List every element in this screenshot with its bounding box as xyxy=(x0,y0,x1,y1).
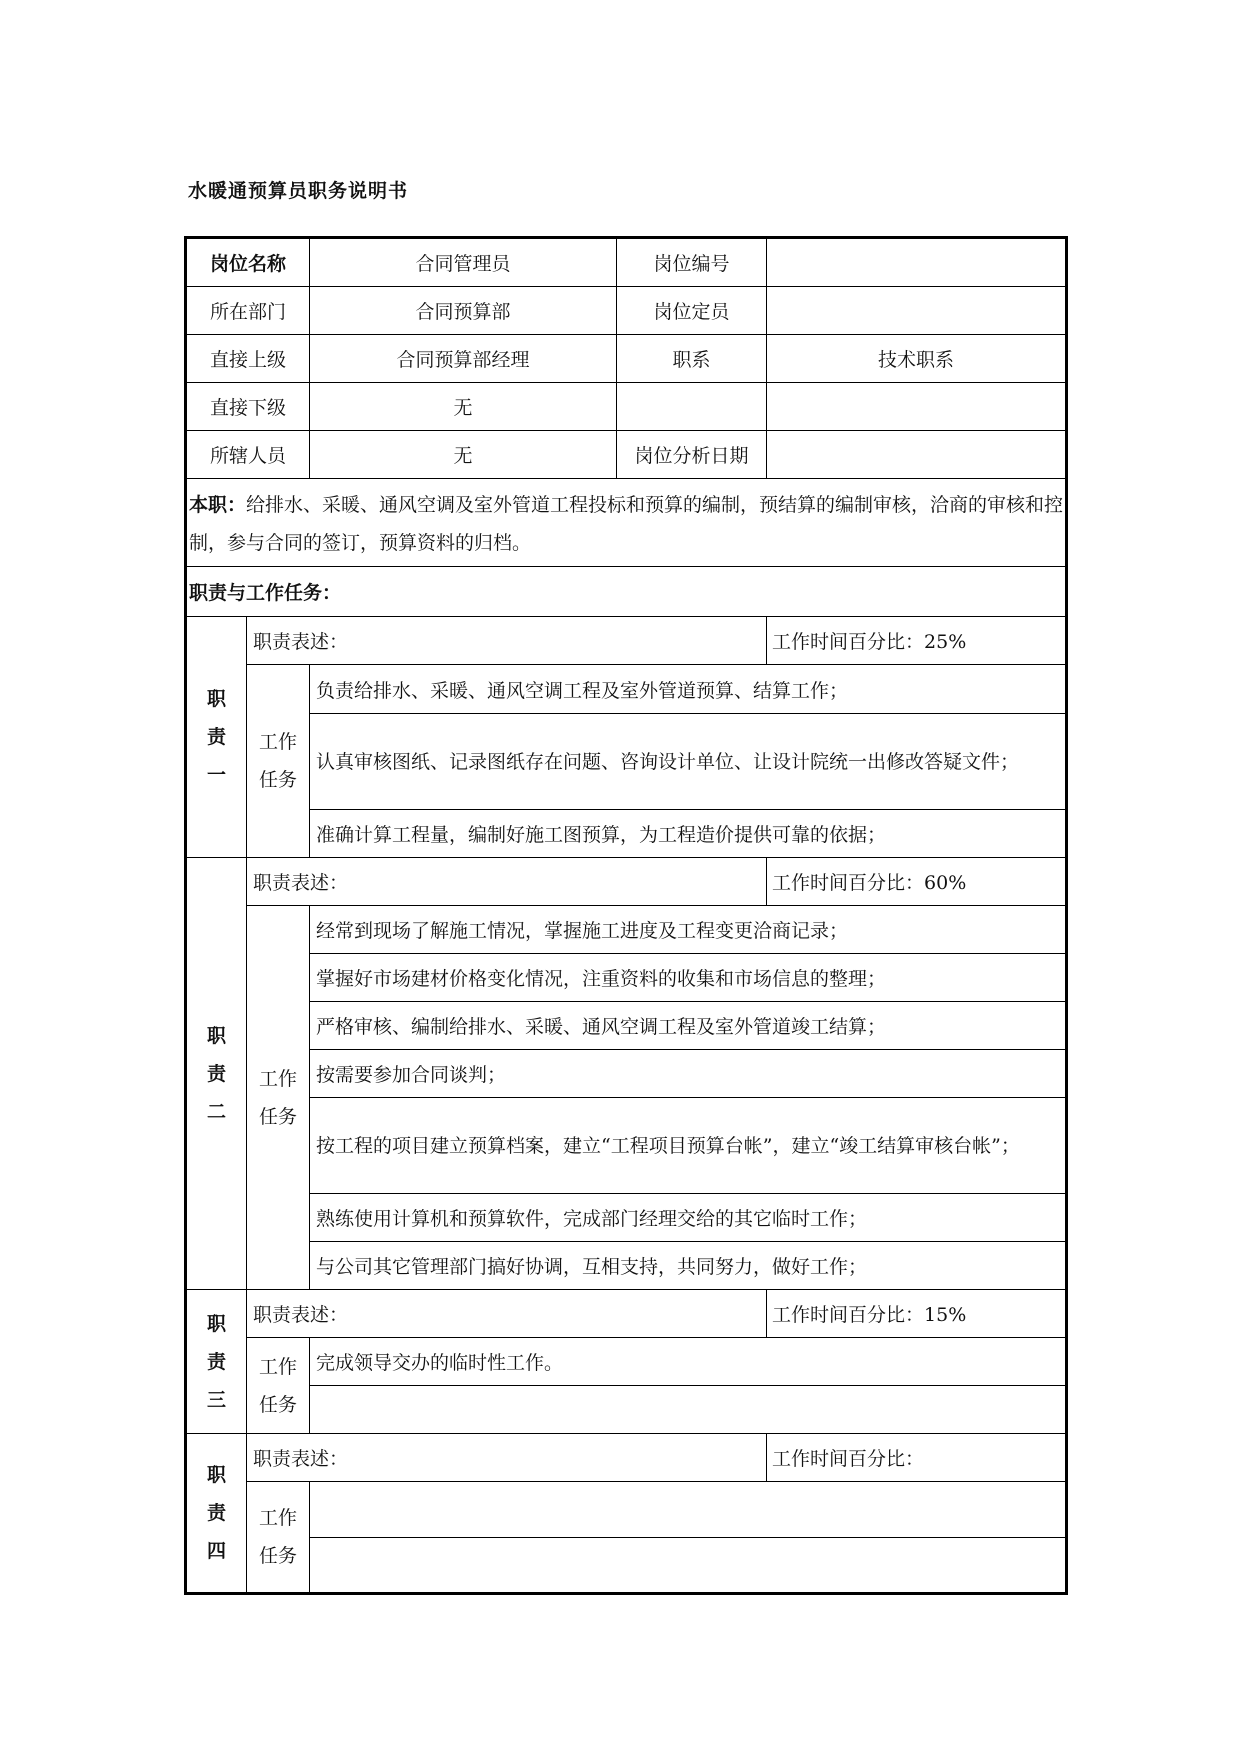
task-item: 经常到现场了解施工情况，掌握施工进度及工程变更洽商记录； xyxy=(310,906,1067,954)
duty-1-desc-label: 职责表述： xyxy=(247,617,767,665)
task-label-text: 工作任务 xyxy=(259,1507,298,1567)
info-row xyxy=(186,335,1067,383)
task-item xyxy=(310,1538,1067,1594)
task-item: 严格审核、编制给排水、采暖、通风空调工程及室外管道竣工结算； xyxy=(310,1002,1067,1050)
task-item: 按需要参加合同谈判； xyxy=(310,1050,1067,1098)
duty-3-desc-label: 职责表述： xyxy=(247,1290,767,1338)
duty-1-name-text: 职责一 xyxy=(206,688,226,786)
info-row xyxy=(186,431,1067,479)
pct-label: 工作时间百分比： xyxy=(772,872,925,894)
position-code-label: 岗位编号 xyxy=(617,238,767,287)
duty-1-task-label xyxy=(247,665,310,858)
subordinate-label: 直接下级 xyxy=(186,383,310,431)
task-row xyxy=(186,1194,1067,1242)
task-row xyxy=(186,906,1067,954)
task-row xyxy=(186,1242,1067,1290)
empty-cell xyxy=(767,383,1067,431)
pct-label: 工作时间百分比： xyxy=(772,631,925,653)
job-description-table xyxy=(184,236,1068,1595)
duty-summary-row xyxy=(186,479,1067,567)
analysis-date-label: 岗位分析日期 xyxy=(617,431,767,479)
duty-summary-text: 给排水、采暖、通风空调及室外管道工程投标和预算的编制，预结算的编制审核，洽商的审核和控制，参与合同的签订，预算资料的归档。 xyxy=(189,493,1064,554)
duty-3-pct xyxy=(767,1290,1067,1338)
task-row xyxy=(186,954,1067,1002)
task-row xyxy=(186,810,1067,858)
duties-heading-row xyxy=(186,567,1067,617)
position-code-value xyxy=(767,238,1067,287)
superior-value: 合同预算部经理 xyxy=(310,335,617,383)
duty-2-desc-label: 职责表述： xyxy=(247,858,767,906)
duty-3-name-text: 职责三 xyxy=(206,1312,226,1411)
duty-summary xyxy=(186,479,1067,567)
staff-value: 无 xyxy=(310,431,617,479)
duty-2-pct-value: 60% xyxy=(924,872,967,894)
task-item: 熟练使用计算机和预算软件，完成部门经理交给的其它临时工作； xyxy=(310,1194,1067,1242)
task-item: 按工程的项目建立预算档案，建立“工程项目预算台帐”，建立“竣工结算审核台帐”； xyxy=(310,1098,1067,1194)
empty-cell xyxy=(617,383,767,431)
subordinate-value: 无 xyxy=(310,383,617,431)
task-row xyxy=(186,1002,1067,1050)
task-item: 掌握好市场建材价格变化情况，注重资料的收集和市场信息的整理； xyxy=(310,954,1067,1002)
superior-label: 直接上级 xyxy=(186,335,310,383)
series-label: 职系 xyxy=(617,335,767,383)
task-item xyxy=(310,1482,1067,1538)
task-row xyxy=(186,1338,1067,1386)
staff-label: 所辖人员 xyxy=(186,431,310,479)
duty-4-name-text: 职责四 xyxy=(206,1464,226,1562)
task-item: 准确计算工程量，编制好施工图预算，为工程造价提供可靠的依据； xyxy=(310,810,1067,858)
task-row xyxy=(186,1386,1067,1434)
duty-3-pct-value: 15% xyxy=(924,1304,967,1326)
task-item: 与公司其它管理部门搞好协调，互相支持，共同努力，做好工作； xyxy=(310,1242,1067,1290)
duty-2-pct xyxy=(767,858,1067,906)
task-row xyxy=(186,714,1067,810)
duty-summary-label: 本职： xyxy=(189,493,247,516)
department-label: 所在部门 xyxy=(186,287,310,335)
department-value: 合同预算部 xyxy=(310,287,617,335)
headcount-value xyxy=(767,287,1067,335)
duty-4-task-label xyxy=(247,1482,310,1594)
position-name-label: 岗位名称 xyxy=(186,238,310,287)
task-row xyxy=(186,665,1067,714)
task-row xyxy=(186,1098,1067,1194)
info-row xyxy=(186,238,1067,287)
document-title: 水暖通预算员职务说明书 xyxy=(188,180,409,202)
duty-1-desc-row xyxy=(186,617,1067,665)
duties-heading: 职责与工作任务： xyxy=(186,567,1067,617)
duty-1-name xyxy=(186,617,247,858)
headcount-label: 岗位定员 xyxy=(617,287,767,335)
series-value: 技术职系 xyxy=(767,335,1067,383)
task-item xyxy=(310,1386,1067,1434)
task-item: 完成领导交办的临时性工作。 xyxy=(310,1338,1067,1386)
task-item: 负责给排水、采暖、通风空调工程及室外管道预算、结算工作； xyxy=(310,665,1067,714)
duty-1-pct-value: 25% xyxy=(924,631,967,653)
task-label-text: 工作任务 xyxy=(259,731,298,791)
task-row xyxy=(186,1538,1067,1594)
duty-3-task-label xyxy=(247,1338,310,1434)
task-label-text: 工作任务 xyxy=(259,1355,298,1416)
duty-1-pct xyxy=(767,617,1067,665)
position-name-value: 合同管理员 xyxy=(310,238,617,287)
info-row xyxy=(186,383,1067,431)
task-row xyxy=(186,1050,1067,1098)
duty-4-name xyxy=(186,1434,247,1594)
task-row xyxy=(186,1482,1067,1538)
info-row xyxy=(186,287,1067,335)
duty-4-pct xyxy=(767,1434,1067,1482)
duty-4-desc-label: 职责表述： xyxy=(247,1434,767,1482)
duty-2-name xyxy=(186,858,247,1290)
duty-4-desc-row xyxy=(186,1434,1067,1482)
duty-3-name xyxy=(186,1290,247,1434)
duty-2-name-text: 职责二 xyxy=(206,1024,226,1123)
task-label-text: 工作任务 xyxy=(259,1067,298,1128)
duty-2-task-label xyxy=(247,906,310,1290)
pct-label: 工作时间百分比： xyxy=(772,1448,925,1470)
duty-3-desc-row xyxy=(186,1290,1067,1338)
analysis-date-value xyxy=(767,431,1067,479)
duty-2-desc-row xyxy=(186,858,1067,906)
task-item: 认真审核图纸、记录图纸存在问题、咨询设计单位、让设计院统一出修改答疑文件； xyxy=(310,714,1067,810)
pct-label: 工作时间百分比： xyxy=(772,1304,925,1326)
